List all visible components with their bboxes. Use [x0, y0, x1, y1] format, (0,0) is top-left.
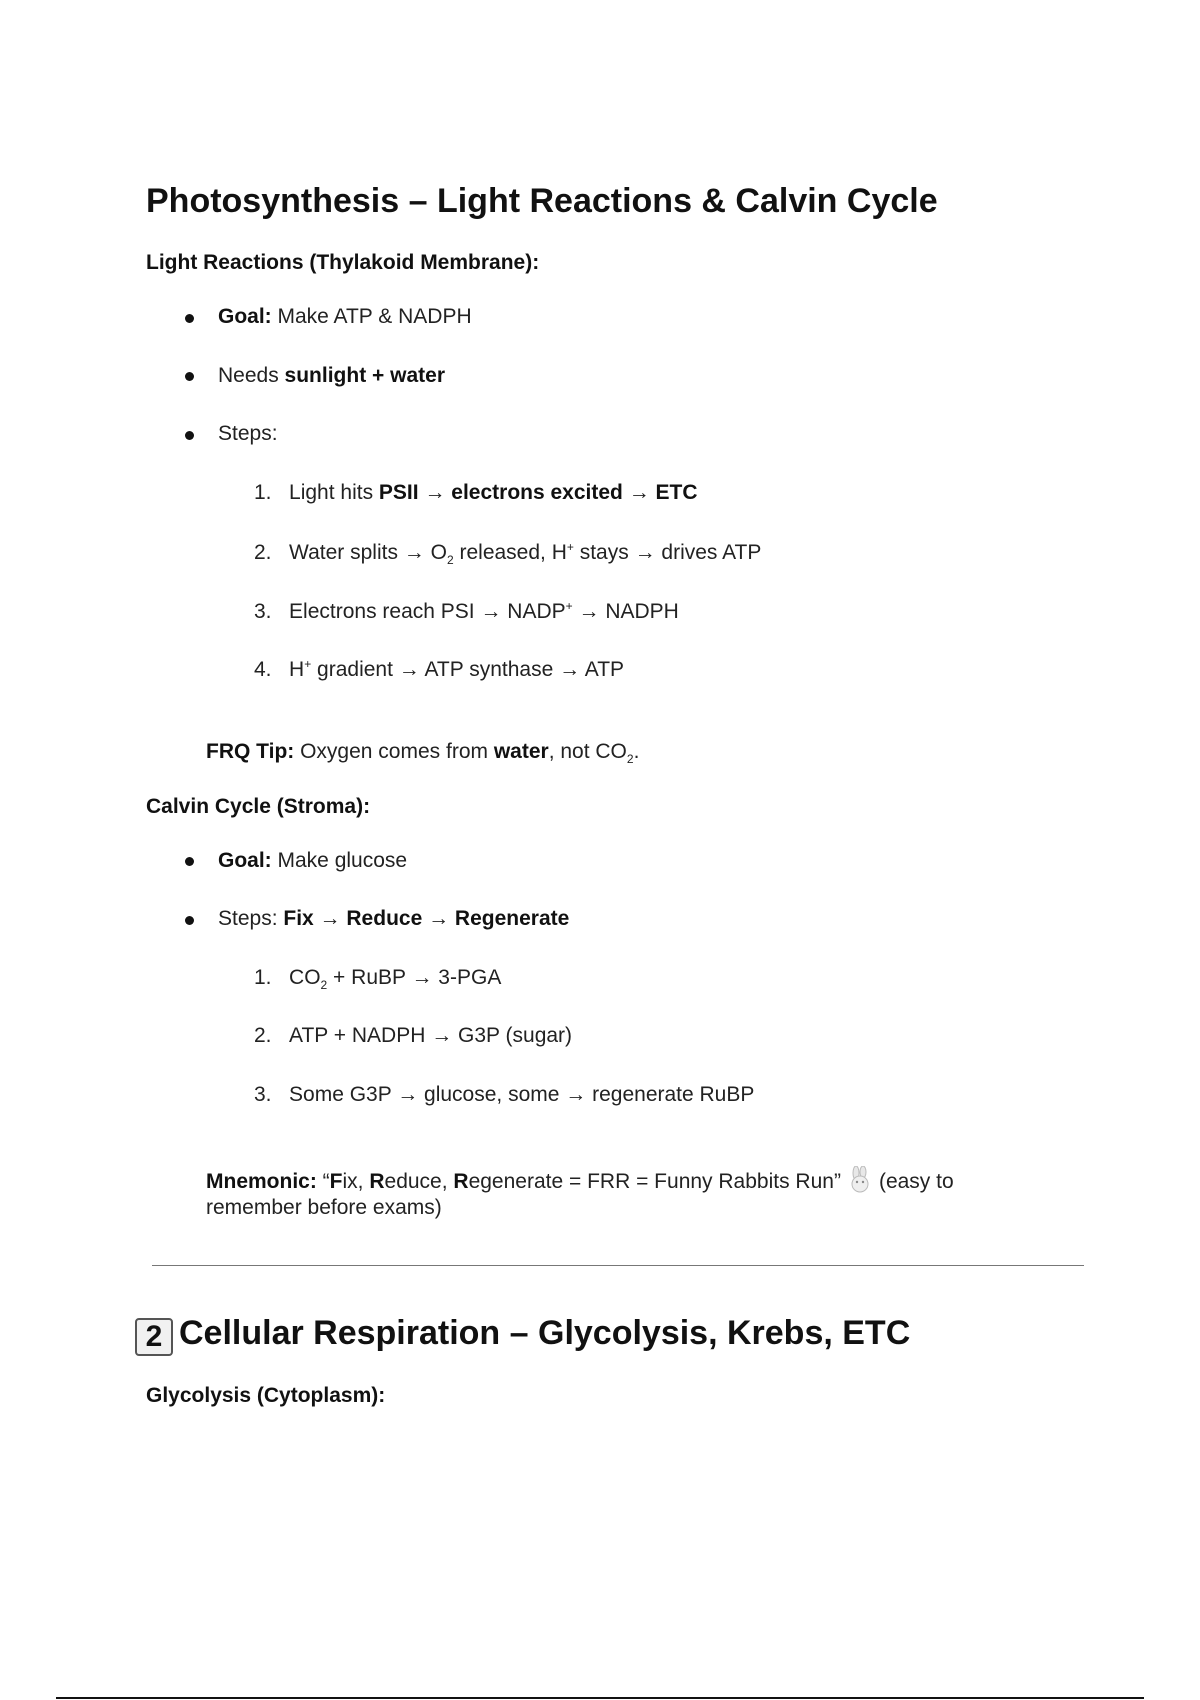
steps-bold: Fix [283, 907, 314, 930]
step-text: → [418, 481, 452, 504]
bullet-dot [185, 857, 194, 866]
needs-bold: sunlight + water [284, 364, 445, 387]
light-step-2 [254, 540, 761, 567]
goal-text: Make glucose [271, 849, 408, 872]
page-bottom-rule [56, 1697, 1144, 1699]
mnemonic-bold: R [453, 1170, 469, 1193]
step-text: Light hits [289, 481, 379, 504]
bullet-dot [185, 372, 194, 381]
subscript: 2 [626, 752, 634, 767]
light-step-4 [254, 657, 624, 682]
step-number: 4. [254, 658, 272, 681]
frq-tip-label: FRQ Tip: [206, 740, 295, 763]
needs-prefix: Needs [218, 364, 285, 387]
rabbit-icon [847, 1166, 873, 1200]
step-number: 1. [254, 481, 272, 504]
calvin-step-1 [254, 966, 501, 992]
step-text: ATP + NADPH → G3P (sugar) [289, 1024, 573, 1047]
step-text: H [289, 658, 305, 681]
step-text: stays → drives ATP [573, 541, 762, 564]
section-2-title-text: Cellular Respiration – Glycolysis, Krebs, ETC [179, 1314, 911, 1352]
step-bold: ETC [655, 481, 698, 504]
tip-bold: water [493, 740, 549, 763]
goal-text: Make ATP & NADPH [271, 305, 472, 328]
arrow: → [422, 907, 455, 930]
step-bold: PSII [378, 481, 419, 504]
light-step-1 [254, 481, 698, 505]
step-text: Water splits → O [289, 541, 447, 564]
step-text: → [622, 481, 656, 504]
superscript: + [566, 540, 574, 554]
subscript: 2 [446, 553, 454, 568]
step-text: released, H [453, 541, 567, 564]
tip-text: , not CO [548, 740, 627, 763]
step-number: 3. [254, 1083, 272, 1106]
step-number: 3. [254, 600, 272, 623]
glycolysis-heading: Glycolysis (Cytoplasm): [146, 1384, 386, 1407]
step-number: 1. [254, 966, 272, 989]
calvin-steps-item [218, 907, 569, 931]
section-1-title: Photosynthesis – Light Reactions & Calvin Cycle [146, 182, 938, 220]
light-steps-label: Steps: [218, 422, 278, 445]
goal-label: Goal: [218, 305, 272, 328]
superscript: + [565, 599, 573, 613]
step-text: + RuBP → 3-PGA [327, 966, 502, 989]
tip-text: Oxygen comes from [294, 740, 494, 763]
mnemonic-bold: R [369, 1170, 385, 1193]
mnemonic-line-2: remember before exams) [206, 1196, 442, 1219]
mnemonic-label: Mnemonic: [206, 1170, 317, 1193]
section-2-title [135, 1314, 910, 1356]
calvin-goal-item [218, 849, 407, 873]
superscript: + [304, 657, 312, 671]
light-goal-item [218, 305, 472, 329]
calvin-step-2 [254, 1024, 572, 1048]
bullet-dot [185, 431, 194, 440]
subscript: 2 [320, 978, 328, 993]
step-number: 2. [254, 1024, 272, 1047]
mnemonic-bold: F [329, 1170, 343, 1193]
step-number: 2. [254, 541, 272, 564]
tip-text: . [633, 740, 640, 763]
step-text: gradient → ATP synthase → ATP [311, 658, 625, 681]
mnemonic-text: educe, [384, 1170, 454, 1193]
steps-bold: Regenerate [454, 907, 570, 930]
steps-prefix: Steps: [218, 907, 284, 930]
step-text: Some G3P → glucose, some → regenerate RuBP [289, 1083, 755, 1106]
mnemonic-text: egenerate = FRR = Funny Rabbits Run” [468, 1170, 841, 1193]
step-text: → NADPH [572, 600, 679, 623]
goal-label: Goal: [218, 849, 272, 872]
frq-tip [206, 740, 639, 766]
calvin-step-3 [254, 1083, 754, 1107]
mnemonic-text: (easy to [878, 1170, 954, 1193]
keycap-2-icon: 2 [135, 1318, 173, 1356]
mnemonic-text: ix, [342, 1170, 370, 1193]
section-divider [152, 1265, 1084, 1266]
mnemonic-line-1 [206, 1166, 954, 1200]
light-reactions-heading: Light Reactions (Thylakoid Membrane): [146, 251, 540, 274]
calvin-cycle-heading: Calvin Cycle (Stroma): [146, 795, 371, 818]
step-bold: electrons excited [451, 481, 623, 504]
arrow: → [313, 907, 347, 930]
bullet-dot [185, 314, 194, 323]
step-text: CO [289, 966, 321, 989]
light-step-3 [254, 599, 679, 624]
light-needs-item [218, 364, 445, 388]
step-text: Electrons reach PSI → NADP [289, 600, 566, 623]
mnemonic-text: “ [316, 1170, 330, 1193]
bullet-dot [185, 916, 194, 925]
steps-bold: Reduce [346, 907, 423, 930]
